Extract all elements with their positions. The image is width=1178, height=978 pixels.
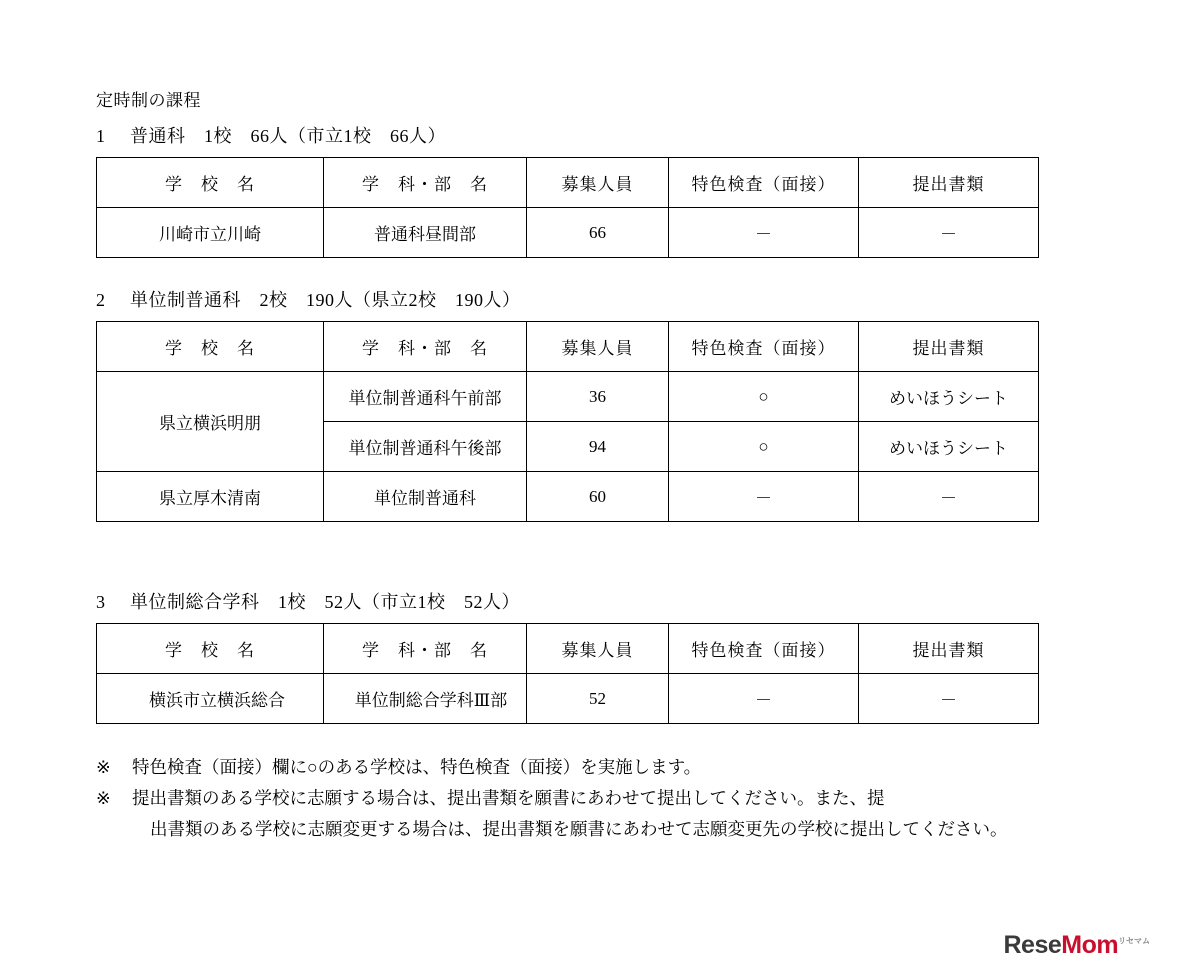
section-2 [96,286,1039,522]
cell-count: 36 [527,372,669,422]
cell-school: 県立厚木清南 [97,472,324,522]
section-1 [96,122,1039,258]
cell-docs: － [859,674,1039,724]
column-header-count: 募集人員 [527,624,669,674]
cell-course: 単位制普通科午後部 [324,422,527,472]
column-header-docs: 提出書類 [859,322,1039,372]
table-row [97,472,1039,522]
table-header-row [97,624,1039,674]
column-header-count: 募集人員 [527,322,669,372]
note-mark-icon: ※ [96,757,111,777]
notes-block [96,752,1076,845]
column-header-course: 学 科・部 名 [324,624,527,674]
column-header-school: 学 校 名 [97,322,324,372]
cell-exam: ○ [669,422,859,472]
page-title: 定時制の課程 [96,91,201,110]
note-text-continuation: 出書類のある学校に志願変更する場合は、提出書類を願書にあわせて志願変更先の学校に提出してください。 [150,819,1008,840]
note-mark-icon: ※ [96,788,111,809]
section-3-title: 単位制総合学科 1校 52人（市立1校 52人） [130,592,520,612]
section-1-number: 1 [96,126,106,146]
section-2-title: 単位制普通科 2校 190人（県立2校 190人） [130,290,521,310]
cell-docs: － [859,208,1039,258]
cell-exam: － [669,472,859,522]
table-section-1 [96,157,1039,258]
column-header-exam: 特色検査（面接） [669,624,859,674]
column-header-count: 募集人員 [527,158,669,208]
section-2-number: 2 [96,290,106,310]
column-header-exam: 特色検査（面接） [669,158,859,208]
column-header-course: 学 科・部 名 [324,158,527,208]
column-header-course: 学 科・部 名 [324,322,527,372]
column-header-docs: 提出書類 [859,624,1039,674]
cell-exam: － [669,674,859,724]
cell-count: 60 [527,472,669,522]
cell-school: 横浜市立横浜総合 [97,674,324,724]
table-row [97,372,1039,422]
cell-docs: めいほうシート [859,422,1039,472]
column-header-school: 学 校 名 [97,624,324,674]
column-header-school: 学 校 名 [97,158,324,208]
cell-course: 単位制普通科午前部 [324,372,527,422]
cell-docs: めいほうシート [859,372,1039,422]
table-section-2 [96,321,1039,522]
note-text-line-1: 提出書類のある学校に志願する場合は、提出書類を願書にあわせて提出してください。また、提 [132,788,885,809]
table-header-row [97,322,1039,372]
cell-exam: － [669,208,859,258]
cell-docs: － [859,472,1039,522]
cell-count: 52 [527,674,669,724]
section-2-heading [96,286,1039,312]
cell-count: 66 [527,208,669,258]
resemom-watermark [1003,931,1150,960]
cell-school: 県立横浜明朋 [97,372,324,472]
note-item [96,752,1076,783]
cell-course: 単位制普通科 [324,472,527,522]
note-text: 特色検査（面接）欄に○のある学校は、特色検査（面接）を実施します。 [132,757,702,777]
brand-trademark: リセマム [1118,936,1150,946]
section-3 [96,588,1039,724]
section-1-title: 普通科 1校 66人（市立1校 66人） [130,126,446,146]
column-header-exam: 特色検査（面接） [669,322,859,372]
cell-exam: ○ [669,372,859,422]
cell-course: 単位制総合学科Ⅲ部 [324,674,527,724]
section-1-heading [96,122,1039,148]
table-row [97,208,1039,258]
cell-course: 普通科昼間部 [324,208,527,258]
table-row [97,674,1039,724]
brand-primary: Rese [1003,931,1062,959]
table-section-3 [96,623,1039,724]
column-header-docs: 提出書類 [859,158,1039,208]
section-3-heading [96,588,1039,614]
brand-secondary: Mom [1061,931,1119,959]
table-header-row [97,158,1039,208]
section-3-number: 3 [96,592,106,612]
cell-count: 94 [527,422,669,472]
cell-school: 川崎市立川崎 [97,208,324,258]
note-text [132,783,1076,845]
note-item [96,783,1076,845]
